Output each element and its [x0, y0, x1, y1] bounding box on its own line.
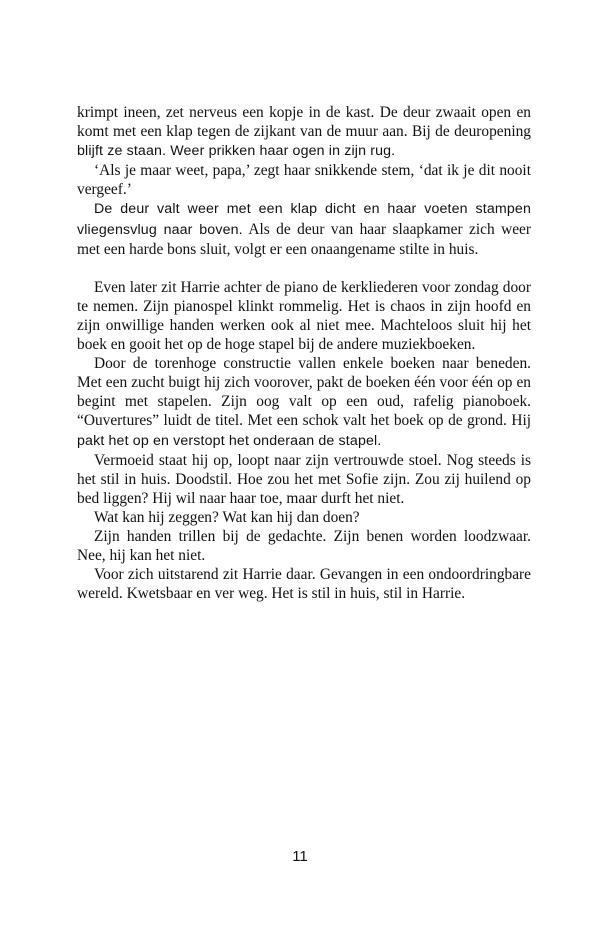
paragraph: Voor zich uitstarend zit Harrie daar. Gevangen in een ondoordringbare wereld. Kwetsbaar en ver weg. Het is stil in huis, stil in Harrie. — [77, 566, 531, 603]
text-run: blijft ze staan. Weer prikken haar ogen in zijn rug. — [77, 143, 396, 160]
text-run: De deur valt weer met een klap dicht en haar voeten stampen vliegensvlug naar boven. — [77, 201, 531, 238]
paragraph: Even later zit Harrie achter de piano de kerkliederen voor zondag door te nemen. Zijn pianospel klinkt rommelig. Het is chaos in zijn hoofd en zijn onwillige handen werken ook al niet mee. Machteloos sluit hij het boek en gooit het op de hoge stapel bij de andere muziekboeken. — [77, 278, 531, 354]
body-text — [77, 103, 531, 603]
paragraph: ‘Als je maar weet, papa,’ zegt haar snikkende stem, ‘dat ik je dit nooit vergeef.’ — [77, 162, 531, 199]
paragraph — [77, 103, 531, 161]
paragraph: Vermoeid staat hij op, loopt naar zijn vertrouwde stoel. Nog steeds is het stil in huis. Doodstil. Hoe zou het met Sofie zijn. Zou zij huilend op bed liggen? Hij wil naar haar toe, maar durft het niet. — [77, 451, 531, 507]
paragraph: Wat kan hij zeggen? Wat kan hij dan doen? — [94, 508, 360, 526]
text-run: Door de torenhoge constructie vallen enkele boeken naar beneden. Met een zucht buigt hij zich voorover, pakt de boeken één voor één op en begint met stapelen. Zijn oog valt op een oud, rafelig pianoboek. “Ouvertures” luidt de titel. Met een schok valt het boek op de grond. Hij — [77, 355, 531, 430]
text-run: Als de deur van haar slaapkamer zich weer met een harde bons sluit, volgt er een onaangename stilte in huis. — [77, 220, 531, 258]
section-break — [77, 259, 531, 278]
text-run: pakt het op en verstopt het onderaan de stapel. — [77, 432, 382, 449]
paragraph — [77, 354, 531, 450]
paragraph: Zijn handen trillen bij de gedachte. Zijn benen worden loodzwaar. Nee, hij kan het niet. — [77, 527, 531, 565]
paragraph — [77, 199, 531, 258]
page-number: 11 — [292, 848, 308, 865]
text-run: krimpt ineen, zet nerveus een kopje in de kast. De deur zwaait open en komt met een klap tegen de zijkant van de muur aan. Bij de deuropening — [77, 104, 531, 141]
